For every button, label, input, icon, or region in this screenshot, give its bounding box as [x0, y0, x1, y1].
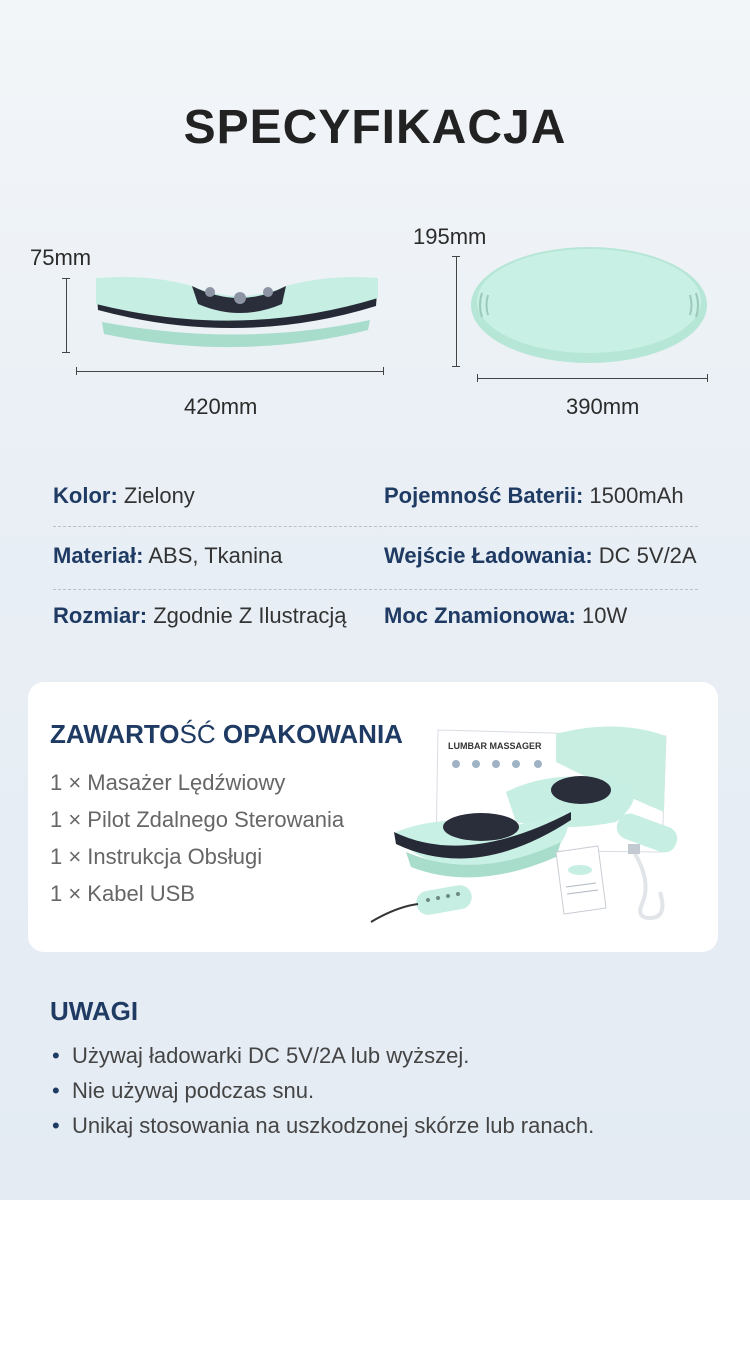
spec-item-size: Rozmiar: Zgodnie Z Ilustracją — [53, 603, 347, 628]
side-height-label: 75mm — [30, 245, 92, 270]
spec-item-charging-input: Wejście Ładowania: DC 5V/2A — [384, 543, 697, 568]
massager-side-image — [90, 270, 385, 360]
note-item: • Nie używaj podczas snu. — [52, 1078, 315, 1103]
top-width-line — [477, 378, 708, 379]
note-item: • Unikaj stosowania na uszkodzonej skórze lub ranach. — [52, 1113, 595, 1138]
notes-title: UWAGI — [50, 996, 139, 1026]
spec-divider — [53, 526, 698, 527]
side-width-line — [76, 371, 384, 372]
spec-row — [53, 483, 698, 543]
spec-item-material: Materiał: ABS, Tkanina — [53, 543, 283, 568]
massager-top-image — [468, 243, 710, 367]
package-contents-image — [366, 722, 696, 932]
box-label: LUMBAR MASSAGER — [448, 741, 542, 751]
note-item: • Używaj ładowarki DC 5V/2A lub wyższej. — [52, 1043, 470, 1068]
bullet-icon: • — [52, 1078, 60, 1103]
spec-item-color: Kolor: Zielony — [53, 483, 195, 508]
side-height-line — [66, 278, 67, 353]
spec-row — [53, 603, 698, 663]
package-item: 1 × Pilot Zdalnego Sterowania — [50, 807, 345, 832]
package-item: 1 × Masażer Lędźwiowy — [50, 770, 286, 795]
top-height-label: 195mm — [413, 224, 487, 249]
package-title: ZAWARTOŚĆ OPAKOWANIA — [50, 719, 403, 749]
page-title: SPECYFIKACJA — [183, 101, 567, 154]
package-item: 1 × Kabel USB — [50, 881, 195, 906]
spec-row — [53, 543, 698, 603]
top-height-line — [456, 256, 457, 367]
package-contents-card — [28, 682, 718, 952]
spec-divider — [53, 589, 698, 590]
bullet-icon: • — [52, 1113, 60, 1138]
package-item: 1 × Instrukcja Obsługi — [50, 844, 263, 869]
top-width-label: 390mm — [566, 394, 640, 419]
spec-item-rated-power: Moc Znamionowa: 10W — [384, 603, 628, 628]
side-width-label: 420mm — [184, 394, 258, 419]
spec-item-battery: Pojemność Baterii: 1500mAh — [384, 483, 684, 508]
bullet-icon: • — [52, 1043, 60, 1068]
